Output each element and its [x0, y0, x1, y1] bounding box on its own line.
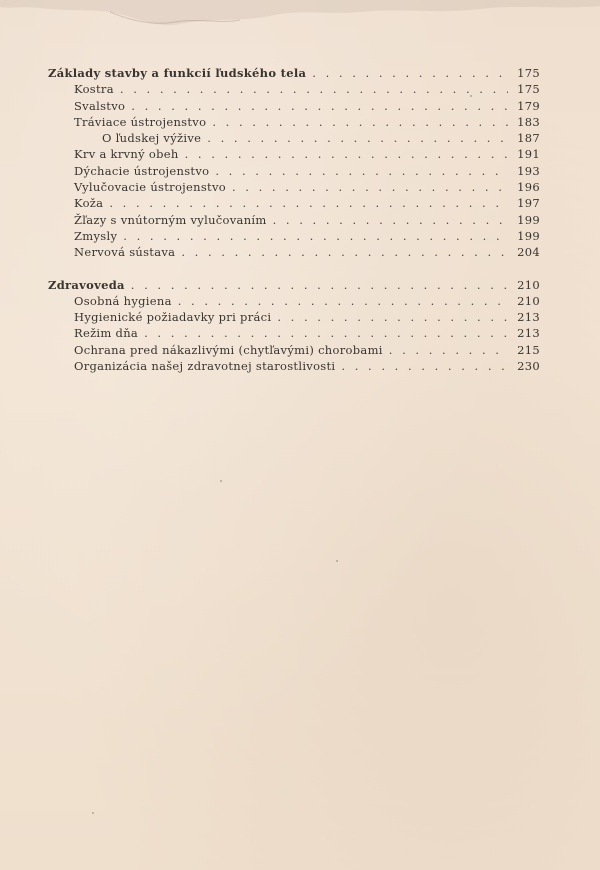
dot-leader — [215, 164, 508, 178]
torn-top-edge — [0, 0, 600, 40]
entry-title: Základy stavby a funkcií ľudského tela — [48, 66, 307, 80]
paper-speck — [92, 812, 94, 814]
entry-title: Kostra — [74, 82, 114, 97]
entry-title: O ľudskej výžive — [102, 131, 202, 146]
toc-entry — [48, 196, 540, 212]
page-number: 230 — [517, 359, 540, 374]
page-number: 191 — [517, 147, 540, 162]
toc-entry — [48, 99, 540, 115]
dot-leader — [207, 131, 508, 145]
toc-section-health — [48, 278, 540, 376]
entry-title: Hygienické požiadavky pri práci — [74, 310, 272, 325]
toc-entry — [48, 147, 540, 163]
dot-leader — [312, 66, 508, 80]
toc-entry — [48, 213, 540, 229]
dot-leader — [178, 294, 508, 308]
page-number: 183 — [517, 114, 540, 129]
dot-leader — [212, 115, 508, 129]
page-number: 210 — [517, 277, 540, 292]
toc-entry — [48, 245, 540, 261]
entry-title: Organizácia našej zdravotnej starostlivosti — [74, 359, 336, 374]
page-number: 204 — [517, 245, 540, 260]
entry-title: Koža — [74, 196, 104, 211]
entry-title: Svalstvo — [74, 98, 126, 113]
entry-title: Osobná hygiena — [74, 293, 172, 308]
page-number: 196 — [517, 180, 540, 195]
dot-leader — [389, 343, 508, 357]
toc-entry — [48, 326, 540, 342]
entry-title: Zmysly — [74, 228, 118, 243]
toc-entry — [48, 131, 540, 147]
toc-entry — [48, 82, 540, 98]
paper-speck — [470, 95, 472, 97]
dot-leader — [181, 245, 508, 259]
toc-heading — [48, 278, 540, 294]
section-spacer — [48, 262, 540, 278]
entry-title: Nervová sústava — [74, 245, 176, 260]
page-number: 210 — [517, 293, 540, 308]
page-number: 199 — [517, 212, 540, 227]
dot-leader — [273, 213, 508, 227]
page-number: 175 — [517, 82, 540, 97]
paper-speck — [220, 480, 222, 482]
dot-leader — [144, 326, 508, 340]
toc-heading — [48, 66, 540, 82]
dot-leader — [277, 310, 508, 324]
page-number: 179 — [517, 98, 540, 113]
paper-speck — [336, 560, 338, 562]
entry-title: Krv a krvný obeh — [74, 147, 179, 162]
toc-entry — [48, 229, 540, 245]
toc-entry — [48, 180, 540, 196]
toc-entry — [48, 164, 540, 180]
toc-entry — [48, 343, 540, 359]
entry-title: Vylučovacie ústrojenstvo — [74, 180, 226, 195]
toc-entry — [48, 294, 540, 310]
entry-title: Žľazy s vnútorným vylučovaním — [74, 212, 267, 227]
page-number: 175 — [517, 66, 540, 80]
dot-leader — [185, 147, 508, 161]
toc-section-anatomy — [48, 66, 540, 262]
dot-leader — [131, 99, 508, 113]
page-number: 213 — [517, 326, 540, 341]
table-of-contents — [48, 66, 540, 375]
entry-title: Ochrana pred nákazlivými (chytľavými) chorobami — [74, 342, 383, 357]
toc-entry — [48, 310, 540, 326]
page-number: 187 — [517, 131, 540, 146]
page-number: 197 — [517, 196, 540, 211]
dot-leader — [232, 180, 508, 194]
entry-title: Režim dňa — [74, 326, 139, 341]
toc-entry — [48, 359, 540, 375]
dot-leader — [120, 82, 508, 96]
dot-leader — [123, 229, 508, 243]
dot-leader — [109, 196, 508, 210]
page-number: 215 — [517, 342, 540, 357]
page-number: 193 — [517, 163, 540, 178]
entry-title: Zdravoveda — [48, 277, 125, 292]
page-number: 199 — [517, 228, 540, 243]
page-number: 213 — [517, 310, 540, 325]
entry-title: Dýchacie ústrojenstvo — [74, 163, 210, 178]
entry-title: Tráviace ústrojenstvo — [74, 114, 207, 129]
toc-entry — [48, 115, 540, 131]
dot-leader — [341, 359, 508, 373]
dot-leader — [131, 278, 508, 292]
